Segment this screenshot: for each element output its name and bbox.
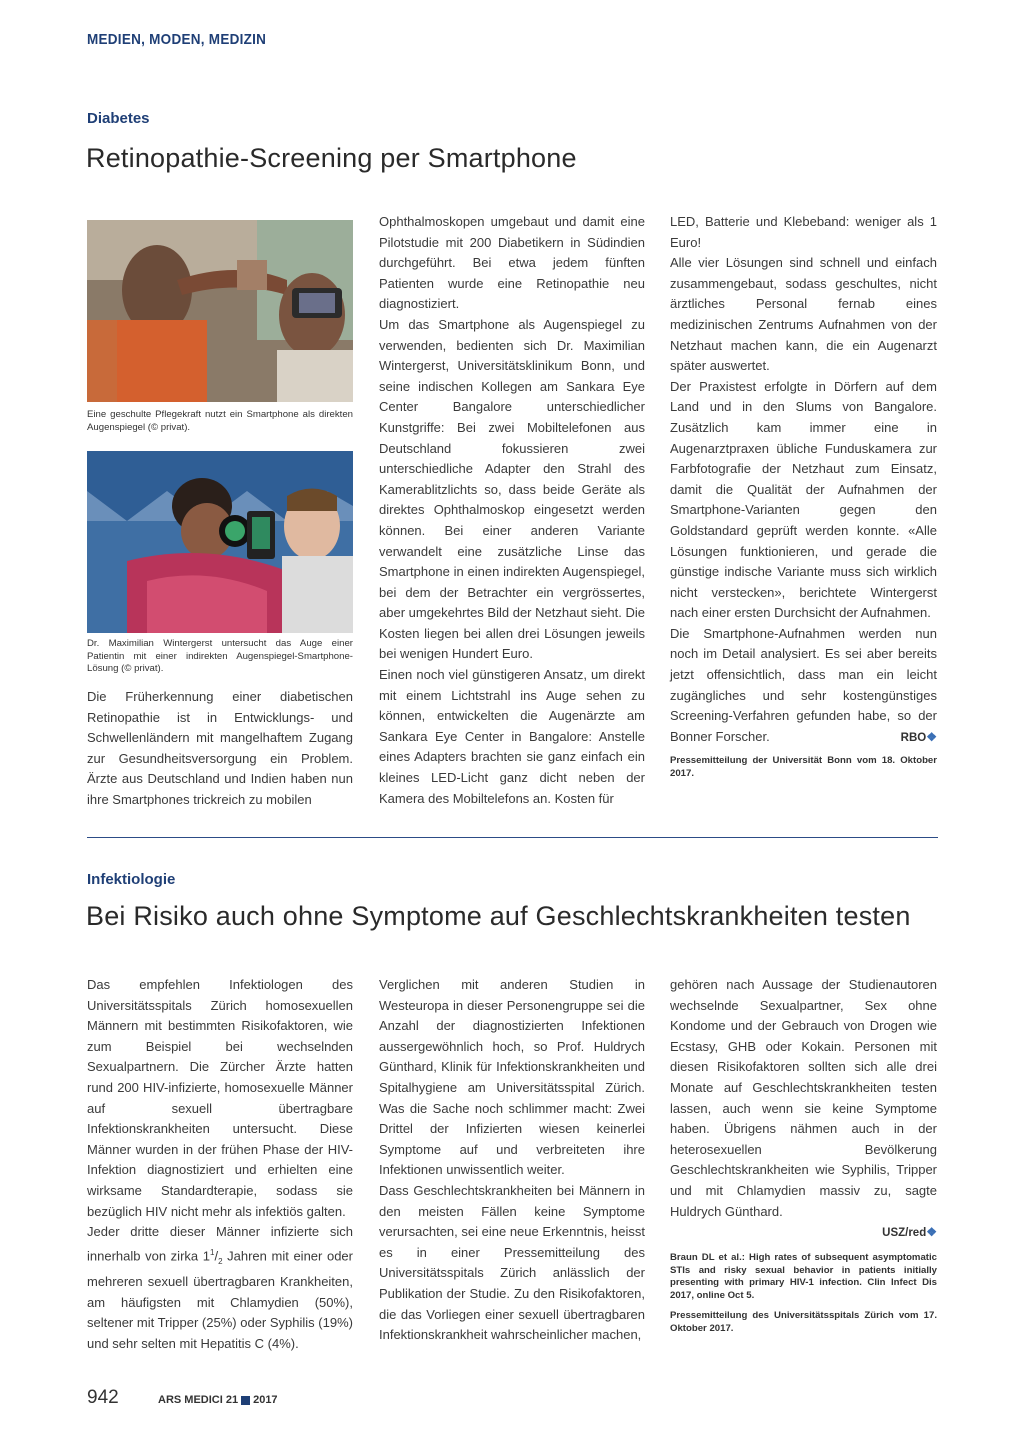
article2-signature-text: USZ/red	[882, 1227, 927, 1240]
article1-col3-p1: LED, Batterie und Klebeband: weniger als 1 Euro!	[670, 214, 937, 250]
article1-col3-p4: Die Smartphone-Aufnahmen werden nun noch im Detail analysiert. Es sei aber bereits jetzt offensichtlich, dass man ein leicht zugängliches und sehr kostengünstiges Screening-Verfahren gefunden habe, so der Bonner Forscher.	[670, 625, 937, 744]
article2-col3-p1: gehören nach Aussage der Studienautoren wechselnde Sexualpartner, Sex ohne Kondome und der Gebrauch von Drogen wie Ecstasy, GHB oder Kokain. Personen mit diesen Risikofaktoren sollten sich alle drei Monate auf Geschlechtskrankheiten testen lassen, auch wenn sie keine Symptome haben. Übrigens nähmen auch in der heterosexuellen Bevölkerung Geschlechtskrankheiten wie Syphilis, Tripper und mit Chlamydien massiv zu, sagte Huldrych Günthard.	[670, 977, 937, 1219]
diamond-icon: ❖	[926, 1225, 937, 1240]
article2-signature	[670, 1222, 937, 1244]
article2-col1-p1: Das empfehlen Infektiologen des Universitätsspitals Zürich homosexuellen Männern mit bestimmten Risikofaktoren, wie zum Beispiel bei wechselnden Sexualpartnern. Die Zürcher Ärzte hatten rund 200 HIV-infizierte, homosexuelle Männer auf sexuell übertragbare Infektionskrankheiten untersucht. Diese Männer wurden in der frühen Phase der HIV-Infektion diagnostiziert und erhielten eine wirksame Standardterapie, sodass sie bezüglich HIV nicht mehr als infektiös galten.	[87, 977, 353, 1219]
page-number: 942	[87, 1387, 119, 1408]
section-divider	[87, 837, 938, 838]
article1-col2-p1: Ophthalmoskopen umgebaut und damit eine Pilotstudie mit 200 Diabetikern in Südindien durchgeführt. Bei etwa jedem fünften Patienten wurde eine Retinopathie neu diagnostiziert.	[379, 214, 645, 312]
photo-indirect-ophthalmoscope	[87, 451, 353, 633]
article2-column-3	[670, 975, 937, 1336]
article1-col2-p2: Um das Smartphone als Augenspiegel zu verwenden, bedienten sich Dr. Maximilian Wintergerst, Universitätsklinikum Bonn, und seine indischen Kollegen am Sankara Eye Center Bangalore unterschiedlicher Kunstgriffe: Bei zwei Mobiltelefonen aus Deutschland fokussieren zwei unterschiedliche Adapter den Strahl des Kamerablitzlichts so, dass beide Geräte als direktes Ophthalmoskop eingesetzt werden können. Bei einer anderen Variante verwandelt eine zusätzliche Linse das Smartphone in einen indirekten Augenspiegel, bei dem der Betrachter ein vergrössertes, aber umgekehrtes Bild der Netzhaut sieht. Die Kosten liegen bei allen drei Lösungen jeweils bei wenigen Hundert Euro.	[379, 316, 645, 662]
article2-col1-p2-a: Jeder dritte dieser Männer infizierte sich innerhalb von zirka 1	[87, 1224, 353, 1264]
article1-column-1	[87, 687, 353, 811]
article2-kicker: Infektiologie	[87, 871, 176, 888]
article1-reference: Pressemitteilung der Universität Bonn vom 18. Oktober 2017.	[670, 755, 937, 779]
article2-reference-2: Pressemitteilung des Universitätsspitals Zürich vom 17. Oktober 2017.	[670, 1309, 937, 1334]
fraction-numerator: 1	[209, 1247, 215, 1257]
article2-col1-p2: Jeder dritte dieser Männer infizierte sich innerhalb von zirka $1^1/_2$ Jahren mit einer oder mehreren sexuell übertragbaren Krankheiten, am häufigsten mit Chlamydien (50%), seltener mit Tripper (25%) oder Syphilis (19%) und sehr selten mit Hepatitis C (4%).	[87, 1224, 353, 1352]
fraction-denominator: 2	[218, 1256, 223, 1266]
journal-year: 2017	[253, 1394, 278, 1406]
square-icon	[241, 1396, 250, 1405]
journal-footer	[158, 1394, 278, 1406]
article1-kicker: Diabetes	[87, 110, 150, 127]
article2-col2-p2: Dass Geschlechtskrankheiten bei Männern in den meisten Fällen keine Symptome verursachten, sei eine neue Erkenntnis, heisst es in einer Pressemitteilung des Universitätsspitals Zürich anlässlich der Publikation der Studie. Zu den Risikofaktoren, die das Vorliegen einer sexuell übertragbaren Infektionskrankheit wahrscheinlicher machen,	[379, 1182, 645, 1343]
article2-col1-p2-b: Jahren mit einer oder mehreren sexuell übertragbaren Krankheiten, am häufigsten mit Chlamydien (50%), seltener mit Tripper (25%) oder Syphilis (19%) und sehr selten mit Hepatitis C (4%).	[87, 1248, 353, 1352]
photo-nurse-smartphone	[87, 220, 353, 402]
article2-column-1	[87, 975, 353, 1355]
article1-col3-p3: Der Praxistest erfolgte in Dörfern auf dem Land und in den Slums von Bangalore. Zusätzlich kam immer eine in Augenarztpraxen übliche Funduskamera zur Farbfotografie der Netzhaut zum Einsatz, damit die Qualität der Aufnahmen der Smartphone-Varianten gegen den Goldstandard geprüft werden konnte. «Alle Lösungen funktionieren, und gerade die günstige indische Variante muss sich wirklich nicht verstecken», berichtete Wintergerst nach einer ersten Durchsicht der Aufnahmen.	[670, 378, 937, 621]
caption-2: Dr. Maximilian Wintergerst untersucht das Auge einer Patientin mit einer indirekten Augenspiegel-Smartphone-Lösung (© privat).	[87, 638, 353, 674]
article2-col2-p1: Verglichen mit anderen Studien in Westeuropa in dieser Personengruppe sei die Anzahl der diagnostizierten Infektionen aussergewöhnlich hoch, so Prof. Huldrych Günthard, Klinik für Infektionskrankheiten und Spitalhygiene am Universitätsspital Zürich. Was die Sache noch schlimmer macht: Zwei Drittel der Infizierten wiesen keinerlei Symptome auf und verbreiteten ihre Infektionen unwissentlich weiter.	[379, 977, 645, 1178]
article1-column-2	[379, 212, 645, 809]
article2-reference-1: Braun DL et al.: High rates of subsequent asymptomatic STIs and risky sexual behavior in patients initially presenting with primary HIV-1 infection. Clin Infect Dis 2017, online Oct 5.	[670, 1251, 937, 1302]
article1-col2-p3: Einen noch viel günstigeren Ansatz, um direkt mit einem Lichtstrahl ins Auge sehen zu können, entwickelten die Augenärzte am Sankara Eye Center in Bangalore: Anstelle eines Adapters brachten sie ganz einfach ein kleines LED-Licht ganz dicht neben der Kamera des Mobiltelefons an. Kosten für	[379, 667, 645, 806]
article1-signature-text: RBO	[900, 732, 927, 745]
section-header: MEDIEN, MODEN, MEDIZIN	[87, 31, 267, 48]
article2-column-2	[379, 975, 645, 1346]
diamond-icon: ❖	[926, 730, 937, 745]
article1-col1-text: Die Früherkennung einer diabetischen Retinopathie ist in Entwicklungs- und Schwellenländern mit mangelhaftem Zugang zur Gesundheitsversorgung ein Problem. Ärzte aus Deutschland und Indien haben nun ihre Smartphones trickreich zu mobilen	[87, 689, 353, 807]
article2-headline: Bei Risiko auch ohne Symptome auf Geschlechtskrankheiten testen	[86, 901, 911, 931]
caption-1: Eine geschulte Pflegekraft nutzt ein Smartphone als direkten Augenspiegel (© privat).	[87, 409, 353, 433]
journal-name: ARS MEDICI 21	[158, 1394, 239, 1406]
article1-headline: Retinopathie-Screening per Smartphone	[86, 143, 577, 173]
article1-col3-p2: Alle vier Lösungen sind schnell und einfach zusammengebaut, sodass geschultes, nicht ärztliches Personal fernab eines medizinischen Zentrums Aufnahmen von der Netzhaut machen kann, die ein Augenarzt später auswertet.	[670, 255, 937, 374]
article1-column-3	[670, 212, 937, 781]
